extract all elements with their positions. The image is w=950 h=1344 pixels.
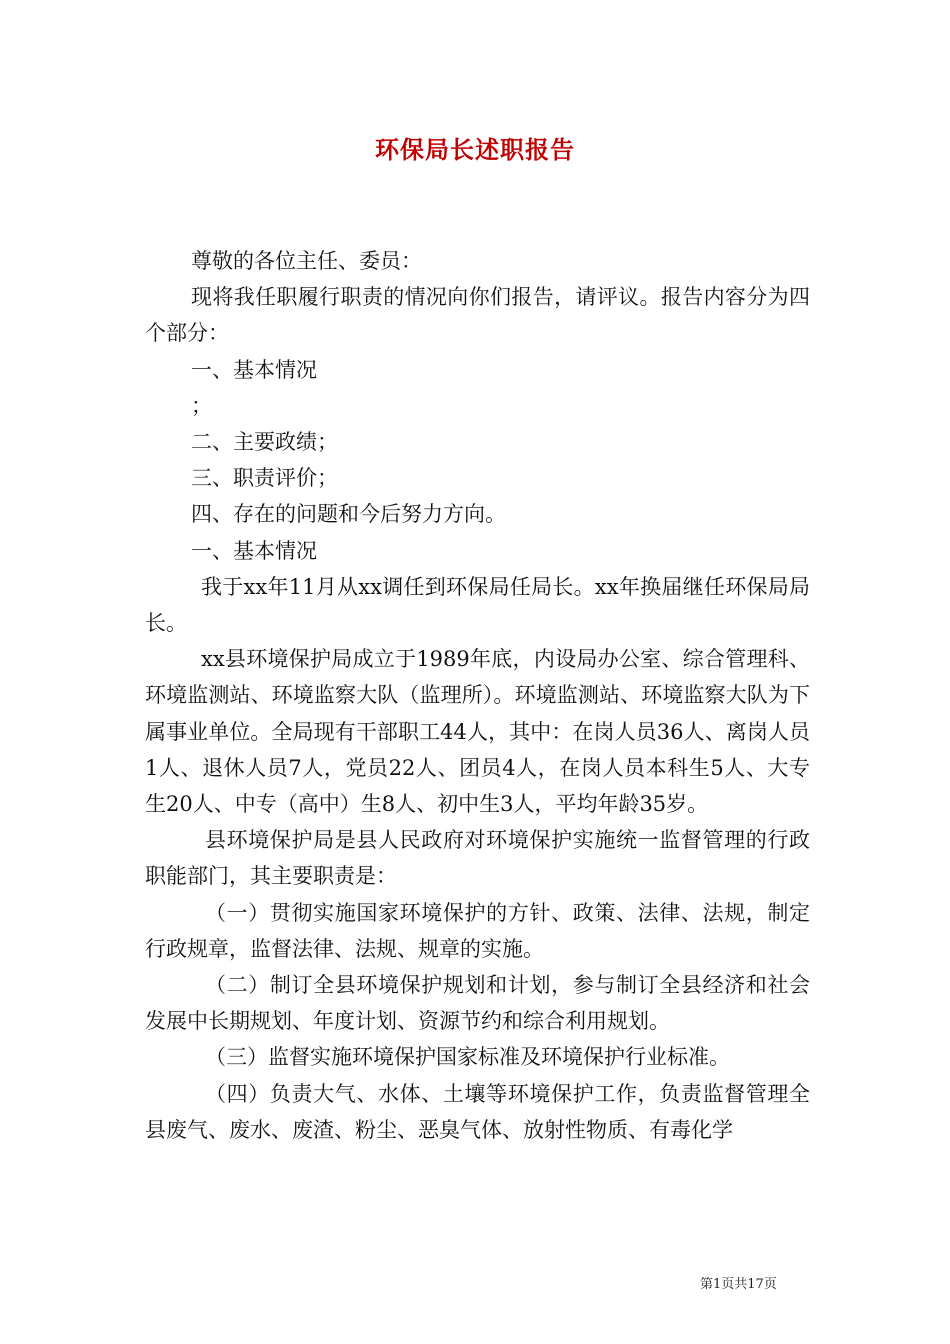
- duty-item: （四）负责大气、水体、土壤等环境保护工作，负责监督管理全县废气、废水、废渣、粉尘、恶臭气体、放射性物质、有毒化学: [145, 1081, 810, 1142]
- outline-item: 二、主要政绩；: [191, 430, 338, 455]
- document-title: 环保局长述职报告: [375, 135, 575, 164]
- paragraph: 县环境保护局是县人民政府对环境保护实施统一监督管理的行政职能部门，其主要职责是：: [145, 828, 810, 889]
- page-number-footer: 第1页共17页: [700, 1277, 777, 1292]
- duty-item: （二）制订全县环境保护规划和计划，参与制订全县经济和社会发展中长期规划、年度计划、资源节约和综合利用规划。: [145, 973, 810, 1034]
- outline-item: 一、基本情况: [191, 357, 317, 382]
- section-heading: 一、基本情况: [191, 538, 317, 563]
- outline-item: ；: [191, 393, 212, 418]
- outline-item: 四、存在的问题和今后努力方向。: [191, 502, 506, 527]
- salutation: 尊敬的各位主任、委员：: [191, 249, 422, 273]
- paragraph: 现将我任职履行职责的情况向你们报告，请评议。报告内容分为四个部分：: [145, 285, 810, 346]
- outline-item: 三、职责评价；: [191, 466, 338, 491]
- duty-item: （一）贯彻实施国家环境保护的方针、政策、法律、法规，制定行政规章，监督法律、法规、规章的实施。: [145, 900, 810, 961]
- paragraph: 我于xx年11月从xx调任到环保局任局长。xx年换届继任环保局局长。: [145, 574, 810, 636]
- paragraph: xx县环境保护局成立于1989年底，内设局办公室、综合管理科、环境监测站、环境监察大队（监理所）。环境监测站、环境监察大队为下属事业单位。全局现有干部职工44人，其中：在岗人员36人、离岗人员1人、退休人员7人，党员22人、团员4人，在岗人员本科生5人、大专生20人、中专（高中）生8人、初中生3人，平均年龄35岁。: [145, 647, 810, 817]
- duty-item: （三）监督实施环境保护国家标准及环境保护行业标准。: [205, 1045, 730, 1070]
- document-body: [145, 243, 810, 1148]
